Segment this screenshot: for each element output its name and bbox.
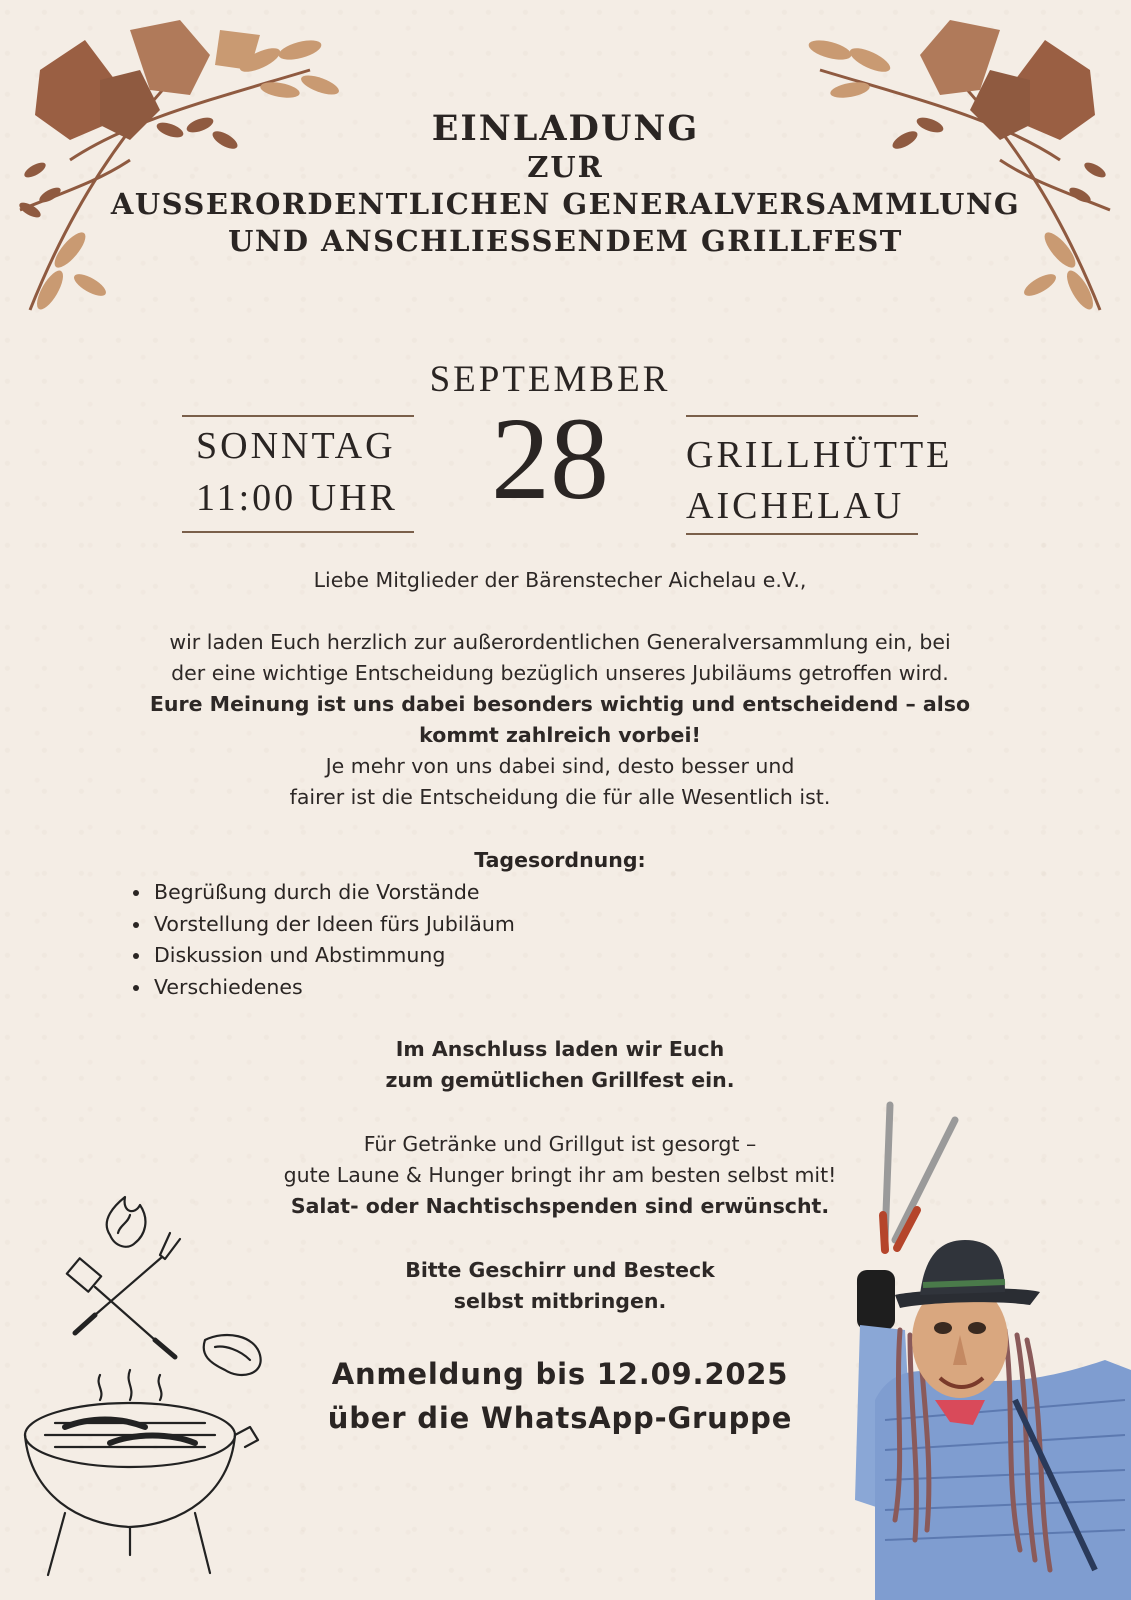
event-month: SEPTEMBER (429, 359, 671, 400)
intro-bold-line2: kommt zahlreich vorbei! (419, 723, 701, 747)
title-grillfest: UND ANSCHLIESSENDEM GRILLFEST (228, 224, 903, 258)
event-day: 28 (491, 393, 609, 524)
event-location (686, 430, 952, 532)
event-weekday: SONNTAG (196, 425, 396, 467)
agenda-item: • Begrüßung durch die Vorstände (152, 877, 515, 909)
greeting-block (0, 565, 1120, 596)
registration-line1: Anmeldung bis 12.09.2025 (331, 1357, 789, 1391)
dishes-line2: selbst mitbringen. (453, 1289, 667, 1313)
grillfest-block (0, 1034, 1120, 1096)
intro-bold-line1: Eure Meinung ist uns dabei besonders wichtig und entscheidend – also (149, 692, 971, 716)
food-bold-line: Salat- oder Nachtischspenden sind erwünscht. (290, 1194, 830, 1218)
agenda-list (126, 877, 515, 1003)
title-zur: ZUR (527, 150, 604, 184)
grillfest-line2: zum gemütlichen Grillfest ein. (385, 1068, 735, 1092)
registration-line2: über die WhatsApp-Gruppe (327, 1401, 793, 1435)
agenda-title: Tagesordnung: (474, 848, 646, 872)
costumed-figure-with-tongs-icon (855, 1100, 1131, 1600)
intro-line2: der eine wichtige Entscheidung bezüglich unseres Jubiläums getroffen wird. (171, 661, 949, 685)
divider-right-top (686, 415, 918, 417)
food-line2: gute Laune & Hunger bringt ihr am besten selbst mit! (283, 1163, 837, 1187)
agenda-item: • Vorstellung der Ideen fürs Jubiläum (152, 909, 515, 941)
divider-left-top (182, 415, 414, 417)
intro-line3: Je mehr von uns dabei sind, desto besser und (325, 754, 795, 778)
divider-left-bottom (182, 531, 414, 533)
event-location-line2: AICHELAU (686, 485, 905, 527)
food-line1: Für Getränke und Grillgut ist gesorgt – (363, 1132, 757, 1156)
intro-block (0, 627, 1120, 813)
agenda-item: • Verschiedenes (152, 972, 515, 1004)
event-location-line1: GRILLHÜTTE (686, 434, 953, 476)
title-einladung: EINLADUNG (431, 108, 700, 149)
event-time: 11:00 UHR (196, 477, 398, 519)
greeting: Liebe Mitglieder der Bärenstecher Aichelau e.V., (313, 568, 807, 592)
event-datetime (196, 420, 398, 524)
grill-sketch-icon (10, 1195, 280, 1580)
dishes-line1: Bitte Geschirr und Besteck (405, 1258, 715, 1282)
divider-right-bottom (686, 533, 918, 535)
intro-line1: wir laden Euch herzlich zur außerordentlichen Generalversammlung ein, bei (169, 630, 951, 654)
agenda-item: • Diskussion und Abstimmung (152, 940, 515, 972)
title-generalversammlung: AUSSERORDENTLICHEN GENERALVERSAMMLUNG (110, 187, 1021, 221)
intro-line4: fairer ist die Entscheidung die für alle Wesentlich ist. (289, 785, 831, 809)
grillfest-line1: Im Anschluss laden wir Euch (395, 1037, 725, 1061)
